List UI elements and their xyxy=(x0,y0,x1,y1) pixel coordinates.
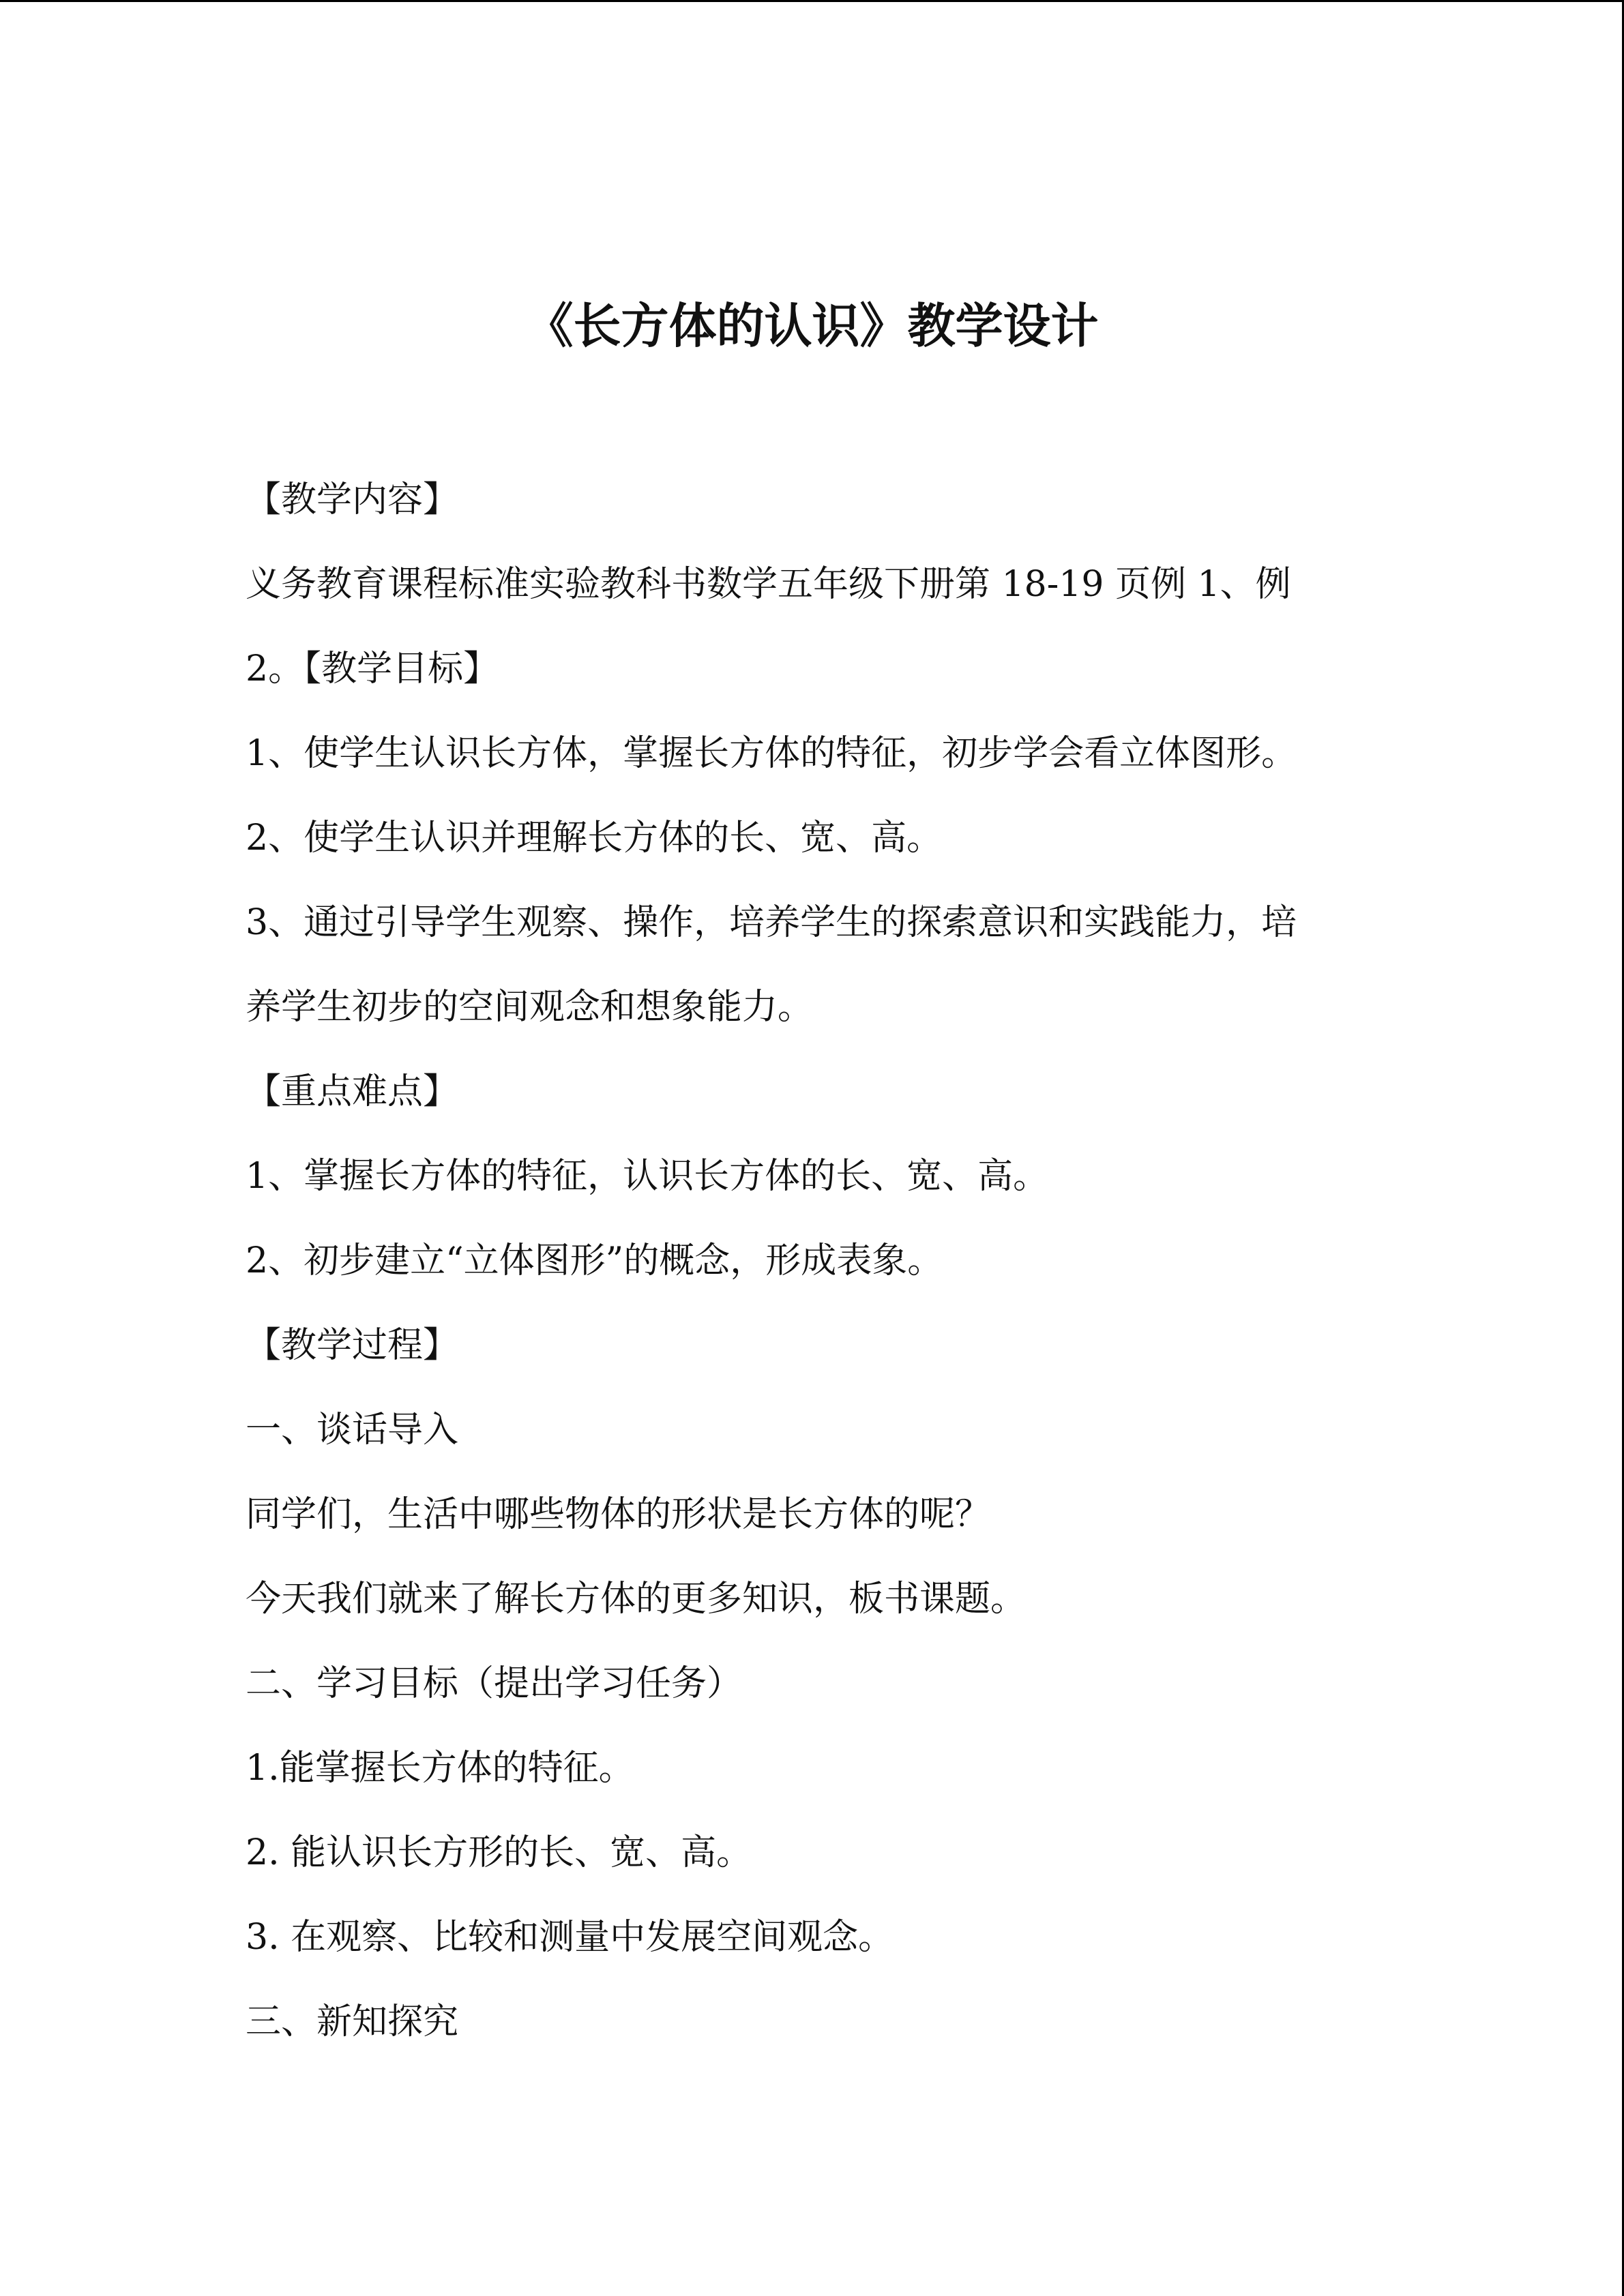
paragraph-line: 同学们，生活中哪些物体的形状是长方体的呢？ xyxy=(246,1494,991,1535)
subsection-heading: 一、谈话导入 xyxy=(246,1410,459,1450)
list-item: 3. 在观察、比较和测量中发展空间观念。 xyxy=(246,1917,894,1958)
objective-item: 3、通过引导学生观察、操作，培养学生的探索意识和实践能力，培 xyxy=(246,902,1297,943)
section-heading-key-points: 【重点难点】 xyxy=(246,1071,459,1112)
section-heading-teaching-content: 【教学内容】 xyxy=(246,479,459,520)
list-item: 2. 能认识长方形的长、宽、高。 xyxy=(246,1832,752,1873)
subsection-heading: 二、学习目标（提出学习任务） xyxy=(246,1663,743,1704)
paragraph-line: 义务教育课程标准实验教科书数学五年级下册第 18-19 页例 1、例 xyxy=(246,564,1291,605)
objective-item: 2、使学生认识并理解长方体的长、宽、高。 xyxy=(246,818,943,859)
key-point-item: 2、初步建立“立体图形”的概念，形成表象。 xyxy=(246,1240,943,1281)
section-heading-teaching-process: 【教学过程】 xyxy=(246,1325,459,1366)
objective-item: 1、使学生认识长方体，掌握长方体的特征，初步学会看立体图形。 xyxy=(246,733,1297,774)
list-item: 1.能掌握长方体的特征。 xyxy=(246,1748,634,1789)
subsection-heading: 三、新知探究 xyxy=(246,2001,459,2042)
paragraph-line: 今天我们就来了解长方体的更多知识，板书课题。 xyxy=(246,1579,1027,1620)
document-body xyxy=(246,458,1391,2064)
key-point-item: 1、掌握长方体的特征，认识长方体的长、宽、高。 xyxy=(246,1156,1049,1197)
paragraph-line: 养学生初步的空间观念和想象能力。 xyxy=(246,987,814,1028)
document-title: 《长方体的认识》教学设计 xyxy=(525,298,1099,354)
paragraph-line: 2。【教学目标】 xyxy=(246,648,499,689)
